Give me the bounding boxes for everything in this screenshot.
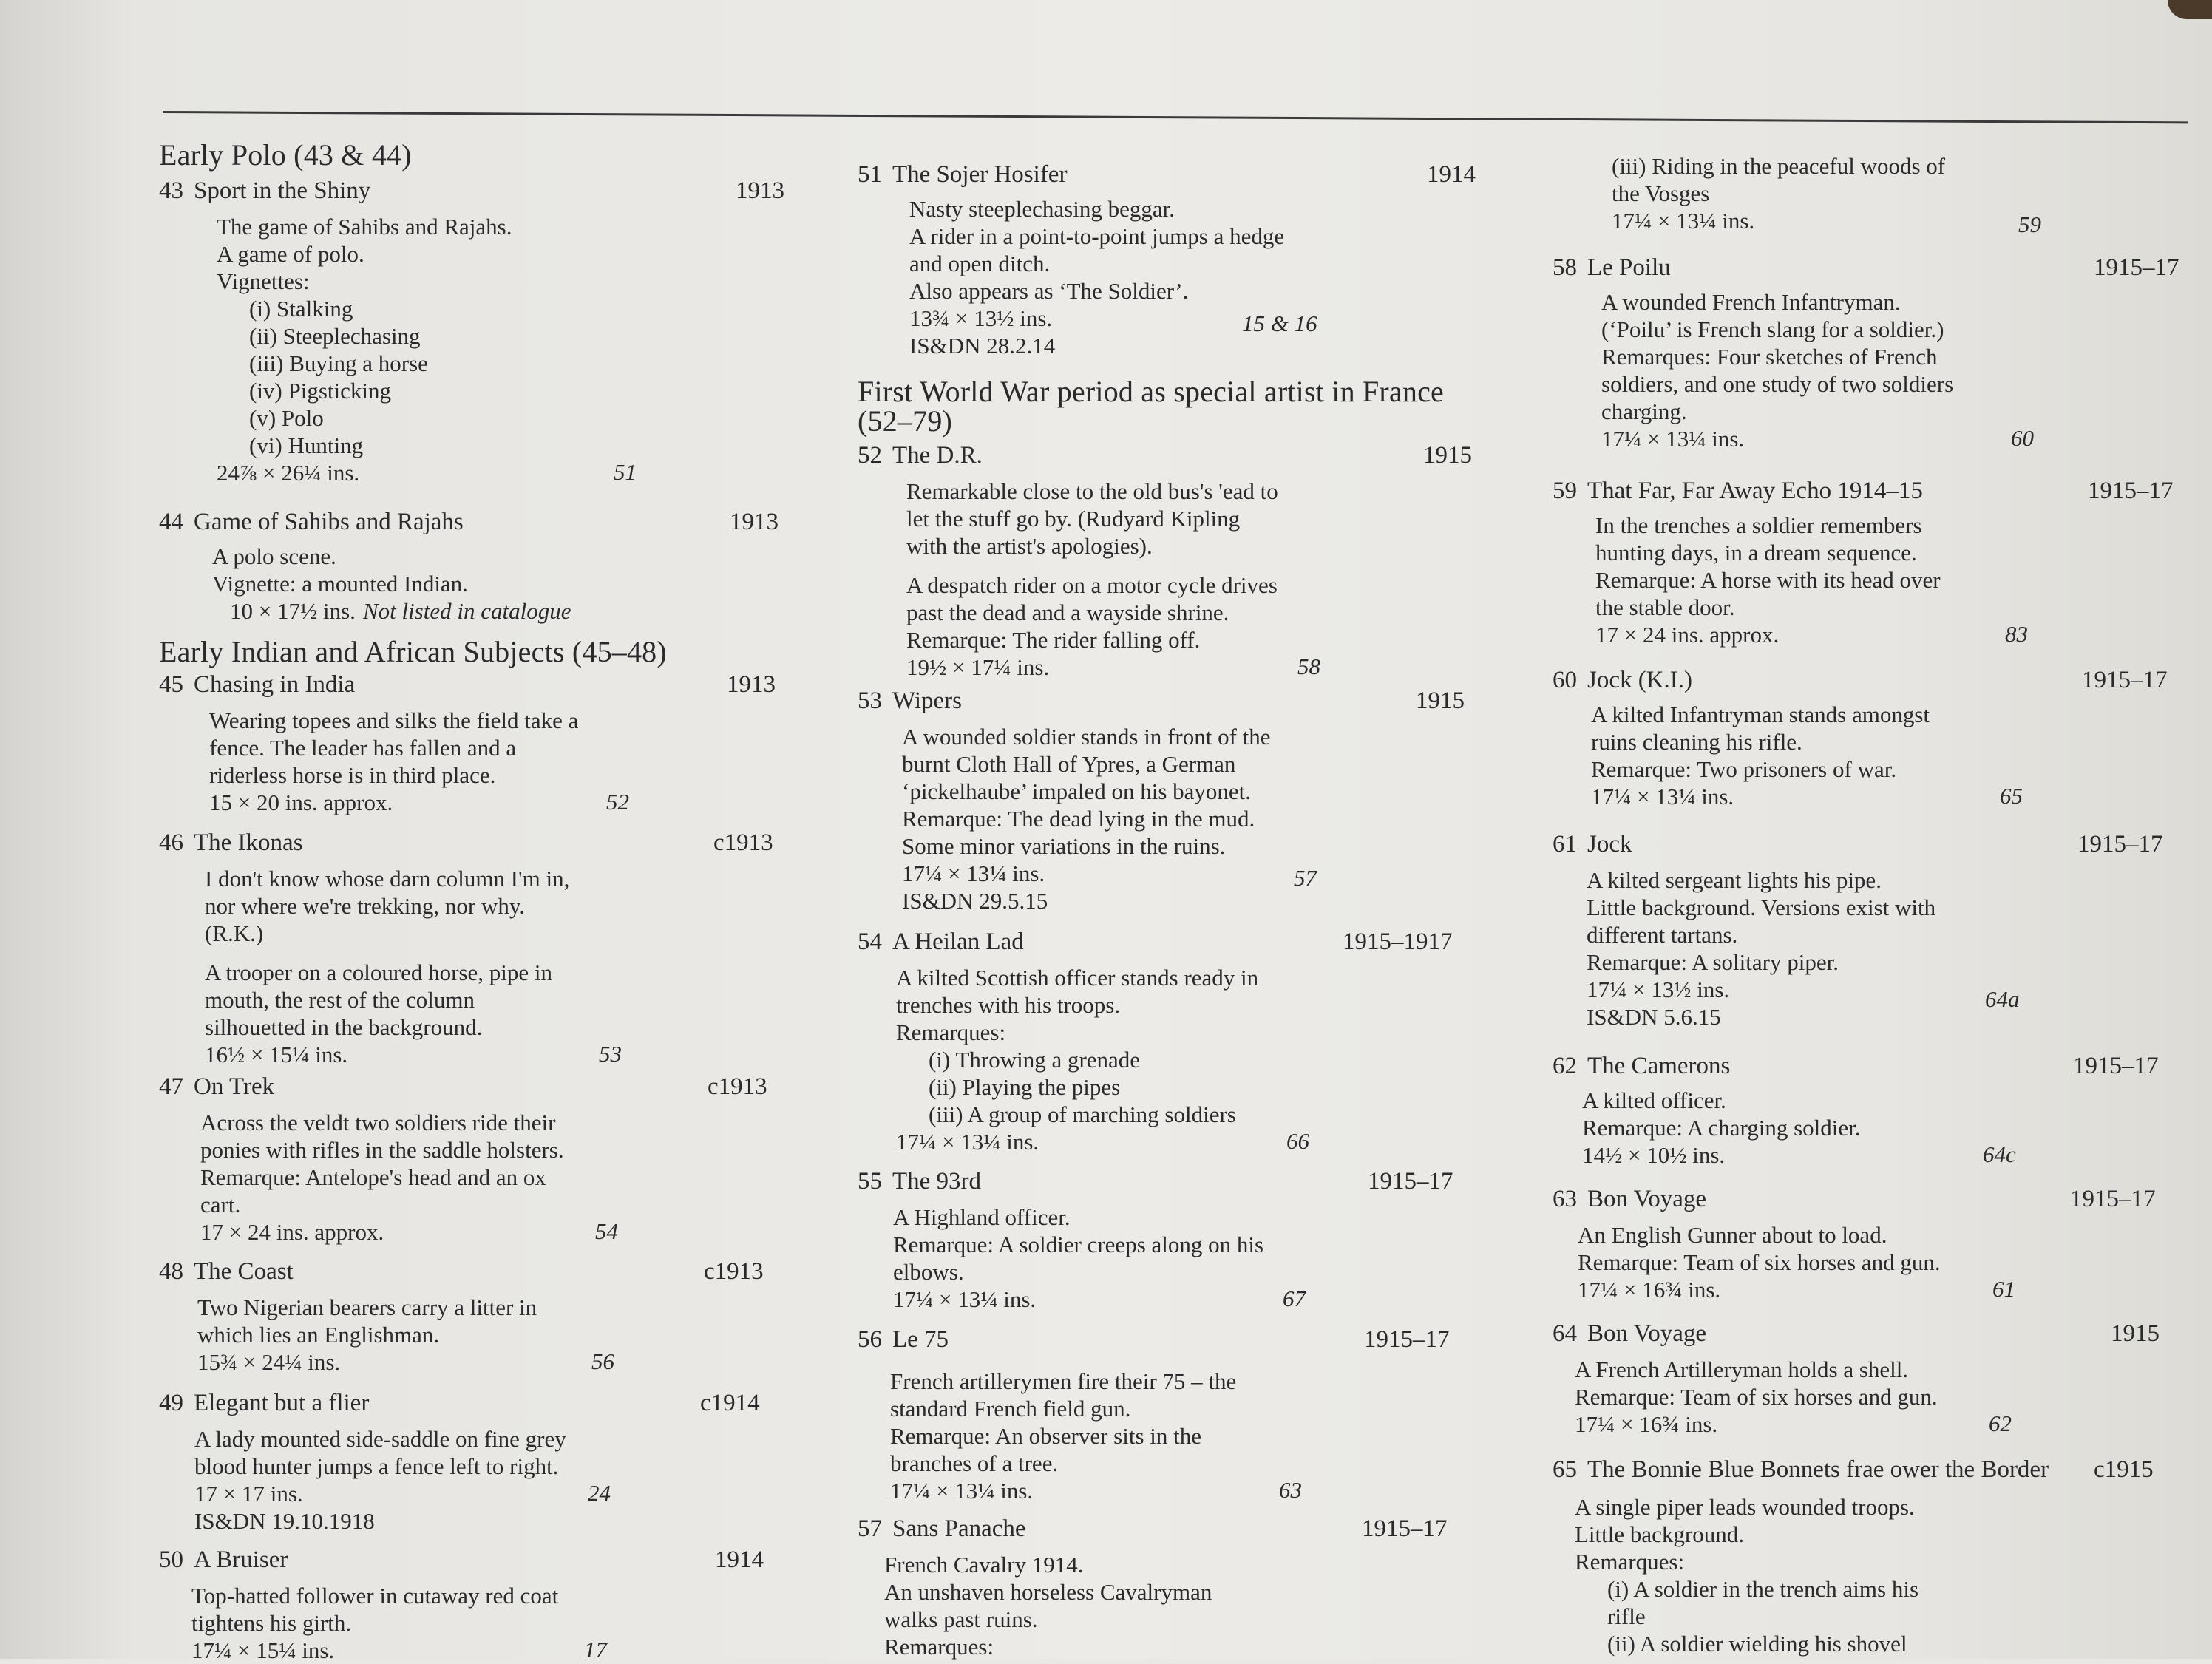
- entry-number: 65: [1553, 1456, 1577, 1483]
- sub-item-line: (i) A soldier in the trench aims his: [1607, 1576, 1919, 1602]
- description-line: Remarque: Antelope's head and an ox: [200, 1164, 546, 1190]
- entry-description: [1575, 1493, 1918, 1657]
- entry-description: [212, 543, 571, 625]
- entry-title: [858, 928, 1024, 956]
- entry-title-text: Sport in the Shiny: [194, 177, 371, 204]
- description-line: 17¼ × 13¼ ins.: [896, 1129, 1039, 1155]
- description-line: 17 × 24 ins. approx.: [200, 1219, 384, 1245]
- entry-description: [191, 1582, 558, 1664]
- entry-date: c1915: [2094, 1456, 2154, 1483]
- dimensions: 10 × 17½ ins.: [230, 598, 356, 624]
- description-line: A game of polo.: [217, 241, 364, 267]
- description-line: A lady mounted side-saddle on fine grey: [194, 1426, 566, 1452]
- description-line: French Cavalry 1914.: [884, 1552, 1084, 1578]
- plate-number: 64c: [1983, 1141, 2016, 1167]
- plate-number: 61: [1992, 1276, 2015, 1302]
- entry-date: c1913: [713, 829, 773, 856]
- description-line: Remarque: The dead lying in the mud.: [902, 806, 1255, 832]
- entry-title-text: A Heilan Lad: [892, 928, 1024, 955]
- plate-number: 54: [595, 1218, 618, 1244]
- entry-description: [902, 723, 1271, 914]
- entry-number: 53: [858, 687, 882, 714]
- entry-title-text: Chasing in India: [194, 671, 356, 698]
- description-line: trenches with his troops.: [896, 992, 1121, 1018]
- description-line: blood hunter jumps a fence left to right.: [194, 1453, 559, 1479]
- description-line: ponies with rifles in the saddle holsters.: [200, 1137, 564, 1163]
- entry-description: [200, 1109, 564, 1246]
- entry-title: [159, 1390, 369, 1417]
- entry-number: 52: [858, 442, 882, 469]
- description-line: A wounded soldier stands in front of the: [902, 724, 1271, 750]
- entry-date: c1913: [708, 1073, 767, 1100]
- description-line: burnt Cloth Hall of Ypres, a German: [902, 751, 1236, 777]
- entry-date: 1913: [730, 509, 778, 535]
- entry-title-text: A Bruiser: [194, 1546, 288, 1573]
- description-line: The game of Sahibs and Rajahs.: [217, 214, 512, 240]
- entry-title: [858, 1326, 949, 1354]
- description-line: which lies an Englishman.: [197, 1322, 440, 1348]
- description-line: let the stuff go by. (Rudyard Kipling: [906, 506, 1241, 532]
- description-line: Two Nigerian bearers carry a litter in: [197, 1294, 537, 1320]
- entry-number: 50: [159, 1546, 183, 1573]
- description-line: Nasty steeplechasing beggar.: [909, 196, 1175, 222]
- description-line: Remarque: An observer sits in the: [890, 1423, 1201, 1449]
- description-line: 17¼ × 13¼ ins.: [1612, 208, 1755, 234]
- description-line: 17¼ × 13¼ ins.: [902, 860, 1045, 886]
- description-line: elbows.: [893, 1259, 964, 1285]
- description-line: A despatch rider on a motor cycle drives: [906, 572, 1278, 598]
- entry-number: 51: [858, 161, 882, 188]
- description-line: A trooper on a coloured horse, pipe in: [205, 960, 553, 985]
- entry-number: 61: [1553, 831, 1577, 858]
- entry-description: [890, 1368, 1236, 1504]
- entry-number: 55: [858, 1168, 882, 1195]
- sub-item-line: (iv) Pigsticking: [249, 378, 392, 404]
- section-heading: First World War period as special artist in France: [858, 375, 1445, 408]
- description-line: (iii) Riding in the peaceful woods of: [1612, 153, 1946, 179]
- description-line: charging.: [1601, 398, 1687, 424]
- entry-description: [1578, 1221, 1941, 1303]
- description-line: Remarques: Four sketches of French: [1601, 344, 1938, 370]
- description-line: hunting days, in a dream sequence.: [1595, 540, 1917, 566]
- entry-title-text: Bon Voyage: [1587, 1186, 1707, 1212]
- entry-title-text: Wipers: [892, 687, 962, 714]
- entry-number: 48: [159, 1258, 183, 1285]
- entry-number: 45: [159, 671, 183, 698]
- paragraph-gap: [906, 560, 1278, 571]
- description-line: nor where we're trekking, nor why.: [205, 893, 526, 919]
- entry-title-text: The 93rd: [892, 1168, 982, 1195]
- sub-item-line: (i) Throwing a grenade: [929, 1047, 1141, 1073]
- description-line: 17¼ × 16¾ ins.: [1578, 1277, 1721, 1303]
- description-line: the stable door.: [1595, 594, 1735, 620]
- description-line: Little background.: [1575, 1521, 1744, 1547]
- entry-number: 49: [159, 1390, 183, 1416]
- entry-date: 1915: [1416, 687, 1465, 714]
- description-line: past the dead and a wayside shrine.: [906, 600, 1229, 625]
- entry-date: 1915–17: [1368, 1168, 1453, 1195]
- description-line: IS&DN 19.10.1918: [194, 1508, 375, 1534]
- entry-number: 63: [1553, 1186, 1577, 1212]
- entry-description: [1575, 1356, 1938, 1438]
- description-line: Also appears as ‘The Soldier’.: [909, 278, 1189, 304]
- plate-number: 15 & 16: [1242, 310, 1317, 336]
- description-line: An English Gunner about to load.: [1578, 1222, 1887, 1248]
- entry-title-text: The Sojer Hosifer: [892, 161, 1068, 188]
- entry-title-text: On Trek: [194, 1073, 275, 1100]
- entry-description: [205, 865, 569, 1068]
- entry-title: [159, 1258, 294, 1286]
- description-line: Remarque: A charging soldier.: [1582, 1115, 1861, 1141]
- entry-description: [217, 213, 512, 486]
- entry-title-text: The D.R.: [892, 442, 983, 469]
- entry-title: [159, 509, 464, 536]
- description-line: I don't know whose darn column I'm in,: [205, 866, 570, 892]
- entry-number: 57: [858, 1515, 882, 1542]
- entry-date: 1914: [715, 1546, 764, 1573]
- entry-title: [1553, 1186, 1706, 1213]
- entry-description: [1582, 1087, 1861, 1169]
- entry-title-text: The Coast: [194, 1258, 294, 1285]
- description-line: Remarkable close to the old bus's 'ead to: [906, 478, 1278, 504]
- plate-number: 62: [1989, 1410, 2012, 1436]
- entry-title: [1553, 1320, 1706, 1348]
- entry-title: [1553, 1053, 1730, 1080]
- entry-date: 1913: [727, 671, 776, 698]
- description-line: 17¼ × 15¼ ins.: [191, 1637, 335, 1663]
- description-line: Remarques:: [884, 1634, 994, 1660]
- plate-number: 83: [2005, 621, 2028, 647]
- description-line: 17 × 24 ins. approx.: [1595, 622, 1780, 648]
- entry-date: 1915–17: [1364, 1326, 1450, 1353]
- description-line: tightens his girth.: [191, 1610, 352, 1636]
- description-line: standard French field gun.: [890, 1396, 1131, 1422]
- description-line: A single piper leads wounded troops.: [1575, 1494, 1915, 1520]
- entry-title-text: Le 75: [892, 1326, 949, 1353]
- entry-title: [1553, 831, 1632, 858]
- entry-title-text: Le Poilu: [1587, 254, 1671, 281]
- entry-number: 62: [1553, 1053, 1577, 1079]
- section-heading: Early Indian and African Subjects (45–48): [159, 635, 667, 668]
- entry-title-text: Sans Panache: [892, 1515, 1026, 1542]
- description-line: IS&DN 5.6.15: [1587, 1004, 1721, 1030]
- entry-description: [906, 478, 1278, 681]
- entry-date: 1915: [1423, 442, 1472, 469]
- description-line: the Vosges: [1612, 180, 1710, 206]
- description-line: ruins cleaning his rifle.: [1591, 729, 1802, 755]
- plate-number: 66: [1286, 1128, 1309, 1154]
- sub-item-line: (ii) A soldier wielding his shovel: [1607, 1631, 1907, 1657]
- entry-number: 43: [159, 177, 183, 204]
- entry-title: [858, 1515, 1026, 1543]
- description-line: A polo scene.: [212, 543, 336, 569]
- sub-item-line: (i) Stalking: [249, 296, 353, 322]
- entry-title: [858, 161, 1067, 189]
- plate-number: 67: [1283, 1286, 1306, 1311]
- description-line: 17¼ × 13½ ins.: [1587, 977, 1730, 1002]
- entry-title-text: Jock (K.I.): [1587, 667, 1693, 693]
- description-line: 13¾ × 13½ ins.: [909, 305, 1053, 331]
- description-line: Little background. Versions exist with: [1587, 894, 1936, 920]
- description-line: mouth, the rest of the column: [205, 987, 475, 1013]
- description-line: different tartans.: [1587, 922, 1738, 948]
- description-line: A kilted Scottish officer stands ready in: [896, 965, 1259, 991]
- description-line: A kilted Infantryman stands amongst: [1591, 702, 1930, 727]
- entry-date: 1913: [736, 177, 784, 204]
- entry-title: [159, 829, 303, 857]
- description-line: Remarque: Team of six horses and gun.: [1575, 1384, 1938, 1410]
- description-line: Wearing topees and silks the field take a: [209, 707, 579, 733]
- description-line: 19½ × 17¼ ins.: [906, 654, 1050, 680]
- description-line: 17¼ × 13¼ ins.: [1591, 784, 1734, 809]
- description-line: A Highland officer.: [893, 1204, 1071, 1230]
- description-line: Remarque: A soldier creeps along on his: [893, 1232, 1264, 1257]
- plate-number: 58: [1297, 653, 1320, 679]
- description-line: Vignettes:: [217, 268, 310, 294]
- description-line: A kilted officer.: [1582, 1087, 1726, 1113]
- sub-item-line: rifle: [1607, 1603, 1646, 1629]
- plate-number: 57: [1294, 865, 1317, 891]
- entry-title: [1553, 254, 1671, 282]
- entry-description: [1601, 288, 1953, 452]
- entry-number: 54: [858, 928, 882, 955]
- entry-title: [159, 1073, 274, 1101]
- entry-description: [1612, 152, 1945, 234]
- description-line: IS&DN 29.5.15: [902, 888, 1048, 914]
- description-line: 14½ × 10½ ins.: [1582, 1142, 1726, 1168]
- entry-title-text: That Far, Far Away Echo 1914–15: [1587, 478, 1923, 504]
- plate-number: 65: [2000, 783, 2023, 809]
- entry-title: [858, 442, 983, 469]
- entry-date: 1915–17: [2082, 667, 2168, 693]
- description-line: Remarque: Two prisoners of war.: [1591, 756, 1897, 782]
- entry-date: 1915–1917: [1343, 928, 1453, 955]
- description-line: Remarque: Team of six horses and gun.: [1578, 1249, 1941, 1275]
- entry-description: [197, 1294, 537, 1376]
- plate-number: 60: [2011, 425, 2034, 451]
- description-line: 16½ × 15¼ ins.: [205, 1042, 348, 1067]
- sub-item-line: (vi) Hunting: [249, 432, 364, 458]
- entry-description: [1587, 866, 1936, 1030]
- description-line: An unshaven horseless Cavalryman: [884, 1579, 1212, 1605]
- sub-item-line: (ii) Playing the pipes: [929, 1074, 1121, 1100]
- entry-date: 1915–17: [2070, 1186, 2156, 1212]
- description-line: IS&DN 28.2.14: [909, 333, 1056, 359]
- entry-title-text: Game of Sahibs and Rajahs: [194, 509, 464, 535]
- entry-description: [194, 1425, 566, 1535]
- description-line: 17¼ × 13¼ ins.: [1601, 426, 1745, 452]
- description-line: with the artist's apologies).: [906, 533, 1153, 559]
- entry-title: [1553, 478, 1923, 505]
- description-line: (R.K.): [205, 920, 264, 946]
- sub-item-line: (iii) A group of marching soldiers: [929, 1101, 1236, 1127]
- entry-title-text: The Ikonas: [194, 829, 303, 856]
- description-line: 15 × 20 ins. approx.: [209, 789, 393, 815]
- entry-number: 60: [1553, 667, 1577, 693]
- plate-number: 52: [606, 789, 629, 815]
- entry-description: [893, 1203, 1263, 1313]
- plate-number: 59: [2018, 211, 2041, 237]
- entry-title-text: Bon Voyage: [1587, 1320, 1707, 1347]
- entry-date: 1915–17: [2077, 831, 2163, 858]
- description-line: 15¾ × 24¼ ins.: [197, 1349, 341, 1375]
- description-line: 17 × 17 ins.: [194, 1481, 303, 1507]
- entry-date: 1915–17: [2094, 254, 2179, 281]
- plate-number: 17: [584, 1637, 607, 1663]
- entry-description: [209, 707, 578, 816]
- entry-date: 1915–17: [2073, 1053, 2159, 1079]
- description-line: (‘Poilu’ is French slang for a soldier.): [1601, 316, 1944, 342]
- description-line: and open ditch.: [909, 251, 1051, 276]
- description-line: walks past ruins.: [884, 1606, 1038, 1632]
- section-heading: Early Polo (43 & 44): [159, 138, 412, 172]
- description-line: Some minor variations in the ruins.: [902, 833, 1226, 859]
- entry-description: [1595, 512, 1941, 648]
- description-line: A French Artilleryman holds a shell.: [1575, 1356, 1909, 1382]
- description-line: Remarques:: [1575, 1549, 1685, 1575]
- entry-number: 44: [159, 509, 183, 535]
- entry-description: [884, 1551, 1212, 1660]
- plate-number: 24: [588, 1480, 611, 1506]
- catalogue-note: Not listed in catalogue: [362, 598, 571, 624]
- entry-number: 56: [858, 1326, 882, 1353]
- description-line: riderless horse is in third place.: [209, 762, 496, 788]
- description-line: 24⅞ × 26¼ ins.: [217, 460, 360, 486]
- description-line: Across the veldt two soldiers ride their: [200, 1110, 556, 1135]
- description-line: A kilted sergeant lights his pipe.: [1587, 867, 1882, 893]
- plate-number: 56: [591, 1348, 614, 1374]
- paragraph-gap: [205, 947, 569, 959]
- sub-item-line: (ii) Steeplechasing: [249, 323, 421, 349]
- section-heading: (52–79): [858, 404, 953, 438]
- description-line: fence. The leader has fallen and a: [209, 735, 517, 761]
- entry-number: 58: [1553, 254, 1577, 281]
- entry-title-text: Elegant but a flier: [194, 1390, 370, 1416]
- entry-description: [896, 964, 1258, 1155]
- entry-title: [858, 1168, 981, 1195]
- entry-number: 46: [159, 829, 183, 856]
- entry-title: [858, 687, 962, 715]
- entry-title: [159, 1546, 288, 1574]
- plate-number: 64a: [1985, 986, 2020, 1012]
- description-line: ‘pickelhaube’ impaled on his bayonet.: [902, 778, 1252, 804]
- entry-description: [909, 195, 1284, 359]
- entry-date: 1915: [2111, 1320, 2160, 1347]
- description-line: Top-hatted follower in cutaway red coat: [191, 1583, 559, 1609]
- description-line: Remarques:: [896, 1019, 1006, 1045]
- description-line: 17¼ × 13¼ ins.: [893, 1286, 1037, 1312]
- entry-title-text: Jock: [1587, 831, 1632, 858]
- description-line: cart.: [200, 1192, 241, 1218]
- entry-title: [159, 671, 355, 699]
- plate-number: 53: [599, 1041, 622, 1067]
- description-line: Vignette: a mounted Indian.: [212, 571, 468, 597]
- description-line: 17¼ × 16¾ ins.: [1575, 1411, 1718, 1437]
- sub-item-line: (iii) Buying a horse: [249, 350, 428, 376]
- description-line: Remarque: A horse with its head over: [1595, 567, 1941, 593]
- entry-date: c1914: [700, 1390, 760, 1416]
- description-line: A wounded French Infantryman.: [1601, 289, 1901, 315]
- description-line: silhouetted in the background.: [205, 1014, 483, 1040]
- entry-title: [1553, 667, 1692, 694]
- entry-title: [159, 177, 370, 205]
- description-line: In the trenches a soldier remembers: [1595, 512, 1922, 538]
- size-note-line: [212, 597, 571, 625]
- plate-number: 63: [1279, 1477, 1302, 1503]
- description-line: 17¼ × 13¼ ins.: [890, 1478, 1034, 1504]
- entry-number: 47: [159, 1073, 183, 1100]
- entry-number: 59: [1553, 478, 1577, 504]
- entry-title-text: The Bonnie Blue Bonnets frae ower the Border: [1587, 1456, 2049, 1483]
- entry-title-text: The Camerons: [1587, 1053, 1731, 1079]
- entry-date: 1914: [1427, 161, 1476, 188]
- description-line: French artillerymen fire their 75 – the: [890, 1368, 1237, 1394]
- description-line: branches of a tree.: [890, 1450, 1059, 1476]
- entry-date: c1913: [704, 1258, 764, 1285]
- description-line: Remarque: A solitary piper.: [1587, 949, 1839, 975]
- entry-date: 1915–17: [2088, 478, 2174, 504]
- plate-number: 51: [614, 459, 637, 485]
- description-line: Remarque: The rider falling off.: [906, 627, 1201, 653]
- entry-title: [1553, 1456, 2049, 1484]
- entry-number: 64: [1553, 1320, 1577, 1347]
- description-line: soldiers, and one study of two soldiers: [1601, 371, 1954, 397]
- description-line: A rider in a point-to-point jumps a hedge: [909, 223, 1285, 249]
- sub-item-line: (v) Polo: [249, 405, 324, 431]
- entry-description: [1591, 701, 1930, 810]
- entry-date: 1915–17: [1362, 1515, 1448, 1542]
